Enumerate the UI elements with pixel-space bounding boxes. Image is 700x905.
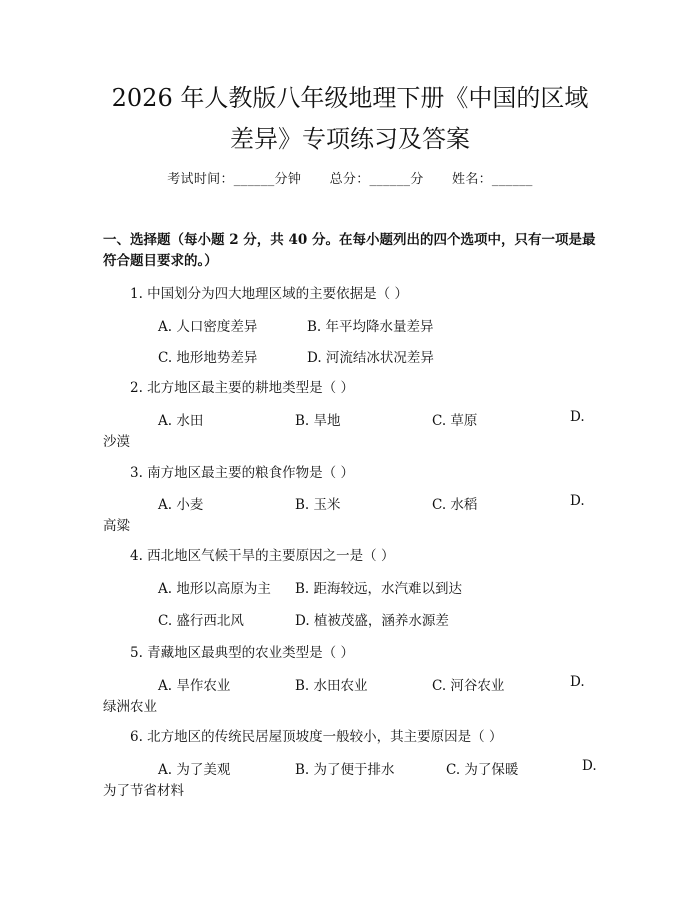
question-stem: 1. 中国划分为四大地理区域的主要依据是（ ） xyxy=(130,286,408,302)
option-d: D. 河流结冰状况差异 xyxy=(307,350,434,366)
option-d: D. xyxy=(570,674,585,690)
option-a: A. 为了美观 xyxy=(158,762,231,778)
option-d-text: 高粱 xyxy=(103,518,130,534)
option-d: D. xyxy=(570,409,585,425)
exam-time: 考试时间：______分钟 xyxy=(167,172,302,187)
option-c: C. 为了保暖 xyxy=(446,762,519,778)
option-c: C. 盛行西北风 xyxy=(158,613,244,629)
title-line-2: 差异》专项练习及答案 xyxy=(230,125,470,153)
exam-meta xyxy=(0,168,700,187)
option-b: B. 旱地 xyxy=(295,413,341,429)
title-line-1: 2026 年人教版八年级地理下册《中国的区域 xyxy=(111,84,589,112)
option-c: C. 地形地势差异 xyxy=(158,350,258,366)
total-score: 总分：______分 xyxy=(329,172,424,187)
option-b: B. 年平均降水量差异 xyxy=(307,319,434,335)
student-name: 姓名：______ xyxy=(452,172,533,187)
question-stem: 4. 西北地区气候干旱的主要原因之一是（ ） xyxy=(130,548,395,564)
option-d: D. 植被茂盛，涵养水源差 xyxy=(295,613,449,629)
option-d-text: 为了节省材料 xyxy=(103,783,184,799)
option-b: B. 水田农业 xyxy=(295,678,368,694)
option-b: B. 玉米 xyxy=(295,497,341,513)
option-d: D. xyxy=(582,758,597,774)
option-d: D. xyxy=(570,493,585,509)
option-b: B. 距海较远，水汽难以到达 xyxy=(295,581,463,597)
option-a: A. 水田 xyxy=(158,413,204,429)
section-heading: 一、选择题（每小题 2 分，共 40 分。在每小题列出的四个选项中，只有一项是最符合题目要求的。） xyxy=(103,232,596,269)
option-a: A. 人口密度差异 xyxy=(158,319,258,335)
question-stem: 2. 北方地区最主要的耕地类型是（ ） xyxy=(130,380,354,396)
question-stem: 5. 青藏地区最典型的农业类型是（ ） xyxy=(130,645,354,661)
option-a: A. 地形以高原为主 xyxy=(158,581,271,597)
question-stem: 6. 北方地区的传统民居屋顶坡度一般较小，其主要原因是（ ） xyxy=(130,729,503,745)
option-c: C. 河谷农业 xyxy=(432,678,505,694)
option-d-text: 绿洲农业 xyxy=(103,699,157,715)
option-c: C. 草原 xyxy=(432,413,478,429)
option-b: B. 为了便于排水 xyxy=(295,762,395,778)
option-a: A. 旱作农业 xyxy=(158,678,231,694)
option-a: A. 小麦 xyxy=(158,497,204,513)
option-c: C. 水稻 xyxy=(432,497,478,513)
option-d-text: 沙漠 xyxy=(103,434,130,450)
question-stem: 3. 南方地区最主要的粮食作物是（ ） xyxy=(130,465,354,481)
document-title xyxy=(60,78,640,160)
